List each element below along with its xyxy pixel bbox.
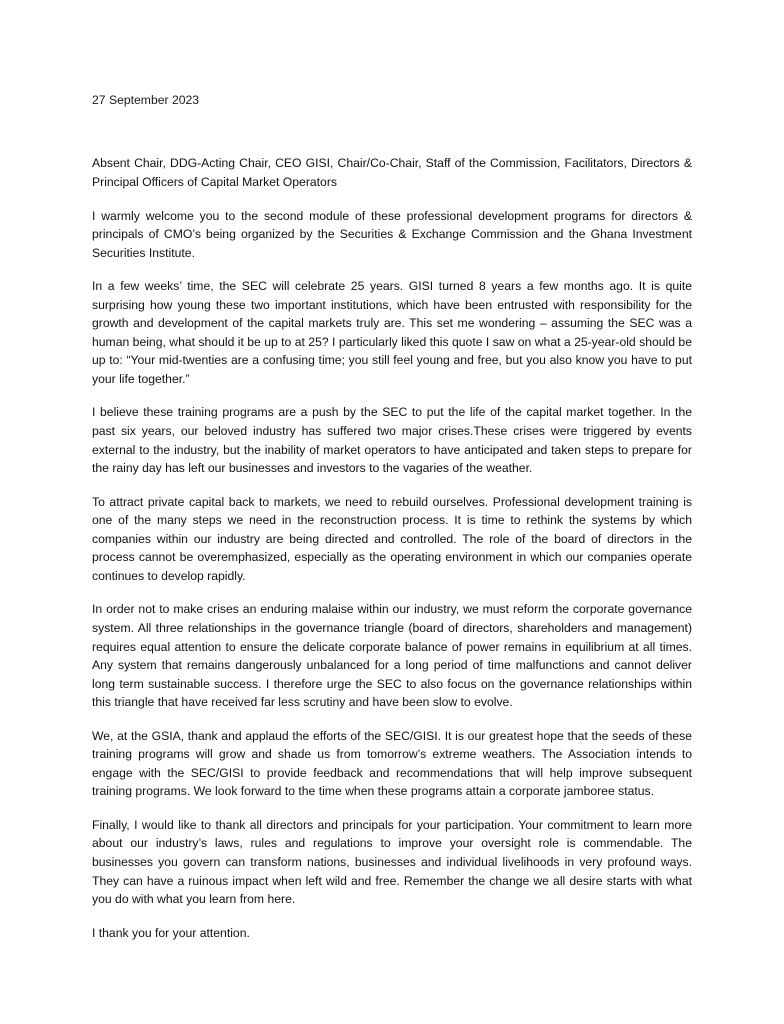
paragraph-2: In a few weeks’ time, the SEC will celebrate 25 years. GISI turned 8 years a few months ago. It is quite surprising how young these two important institutions, which have been entrusted with responsibility for the growth and development of the capital markets truly are. This set me wondering – assuming the SEC was a human being, what should it be up to at 25? I particularly liked this quote I saw on what a 25-year-old should be up to: “Your mid-twenties are a confusing time; you still feel young and free, but you also know you have to put your life together.” xyxy=(92,279,692,386)
paragraph-5: In order not to make crises an enduring malaise within our industry, we must reform the corporate governance system. All three relationships in the governance triangle (board of directors, shareholders and management) requires equal attention to ensure the delicate corporate balance of power remains in equilibrium at all times. Any system that remains dangerously unbalanced for a long period of time malfunctions and cannot deliver long term sustainable success. I therefore urge the SEC to also focus on the governance relationships within this triangle that have received far less scrutiny and have been slow to evolve. xyxy=(92,602,692,710)
closing-line: I thank you for your attention. xyxy=(92,925,250,940)
letter-body xyxy=(92,92,692,942)
salutation-line: Absent Chair, DDG-Acting Chair, CEO GISI, Chair/Co-Chair, Staff of the Commission, Facilitators, Directors & Principal Officers of Capital Market Operators xyxy=(92,156,692,190)
paragraph-1: I warmly welcome you to the second module of these professional development programs for directors & principals of CMO’s being organized by the Securities & Exchange Commission and the Ghana Investment Securities Institute. xyxy=(92,208,692,260)
document-date: 27 September 2023 xyxy=(92,93,200,107)
paragraph-6: We, at the GSIA, thank and applaud the efforts of the SEC/GISI. It is our greatest hope that the seeds of these training programs will grow and shade us from tomorrow’s extreme weathers. The Association intends to engage with the SEC/GISI to provide feedback and recommendations that will help improve subsequent training programs. We look forward to the time when these programs attain a corporate jamboree status. xyxy=(92,728,692,799)
paragraph-4: To attract private capital back to markets, we need to rebuild ourselves. Professional development training is one of the many steps we need in the reconstruction process. It is time to rethink the systems by which companies within our industry are being directed and controlled. The role of the board of directors in the process cannot be overemphasized, especially as the operating environment in which our companies operate continues to develop rapidly. xyxy=(92,494,692,583)
paragraph-3: I believe these training programs are a push by the SEC to put the life of the capital market together. In the past six years, our beloved industry has suffered two major crises.These crises were triggered by events external to the industry, but the inability of market operators to have anticipated and taken steps to prepare for the rainy day has left our businesses and investors to the vagaries of the weather. xyxy=(92,405,692,476)
paragraph-7: Finally, I would like to thank all directors and principals for your participation. Your commitment to learn more about our industry’s laws, rules and regulations to improve your oversight role is commendable. The businesses you govern can transform nations, businesses and individual livelihoods in very profound ways. They can have a ruinous impact when left wild and free. Remember the change we all desire starts with what you do with what you learn from here. xyxy=(92,817,692,907)
